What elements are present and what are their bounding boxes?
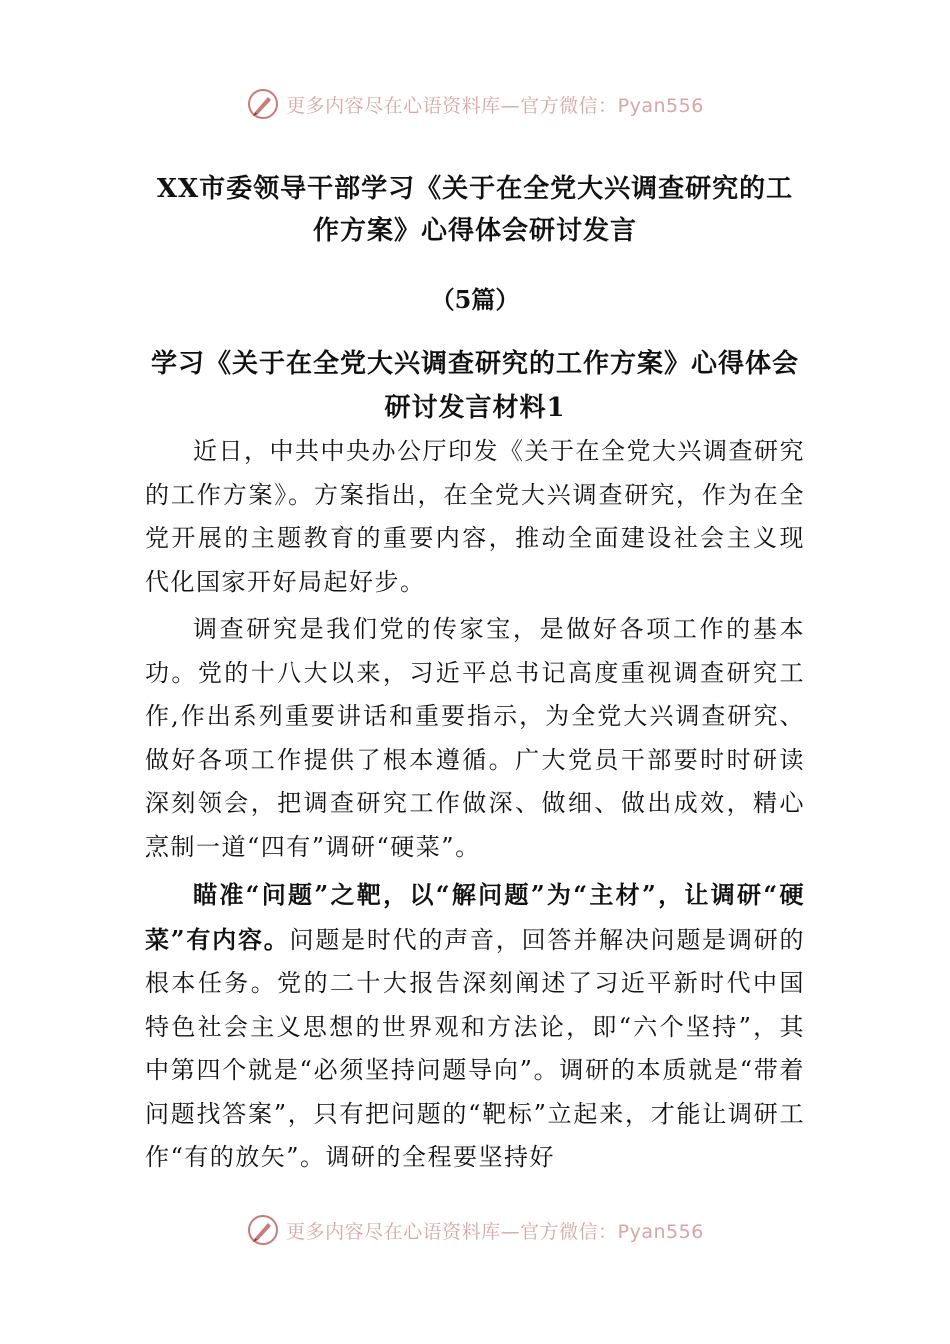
document-title: XX市委领导干部学习《关于在全党大兴调查研究的工作方案》心得体会研讨发言	[156, 174, 794, 246]
watermark-text: 更多内容尽在心语资料库—官方微信：Pyan556	[286, 94, 704, 117]
paragraph-2	[145, 608, 805, 869]
article-count: （5篇）	[430, 285, 520, 314]
watermark-text: 更多内容尽在心语资料库—官方微信：Pyan556	[286, 1220, 704, 1243]
pen-logo-icon	[246, 1213, 280, 1247]
paragraph-text: 近日，中共中央办公厅印发《关于在全党大兴调查研究的工作方案》。方案指出，在全党大兴调查研究，作为在全党开展的主题教育的重要内容，推动全面建设社会主义现代化国家开好局起好步。	[145, 437, 805, 596]
watermark-banner-bottom	[0, 1210, 950, 1250]
document-body	[145, 168, 805, 1182]
watermark-banner-top	[0, 84, 950, 124]
pen-logo-icon	[246, 87, 280, 121]
article-subtitle: 学习《关于在全党大兴调查研究的工作方案》心得体会研讨发言材料1	[150, 349, 799, 423]
paragraph-text: 问题是时代的声音，回答并解决问题是调研的根本任务。党的二十大报告深刻阐述了习近平新时代中国特色社会主义思想的世界观和方法论，即“六个坚持”，其中第四个就是“必须坚持问题导向”。调研的本质就是“带着问题找答案”，只有把问题的“靶标”立起来，才能让调研工作“有的放矢”。调研的全程要坚持好	[145, 925, 805, 1171]
paragraph-3	[145, 873, 805, 1180]
paragraph-1	[145, 430, 805, 604]
paragraph-text: 调查研究是我们党的传家宝，是做好各项工作的基本功。党的十八大以来，习近平总书记高度重视调查研究工作,作出系列重要讲话和重要指示，为全党大兴调查研究、做好各项工作提供了根本遵循。广大党员干部要时时研读深刻领会，把调查研究工作做深、做细、做出成效，精心烹制一道“四有”调研“硬菜”。	[145, 615, 805, 861]
paragraph-lead: 瞄准“问题”之靶，以“解问题”为“主材”，让调研“硬菜”有内容。	[145, 880, 805, 954]
